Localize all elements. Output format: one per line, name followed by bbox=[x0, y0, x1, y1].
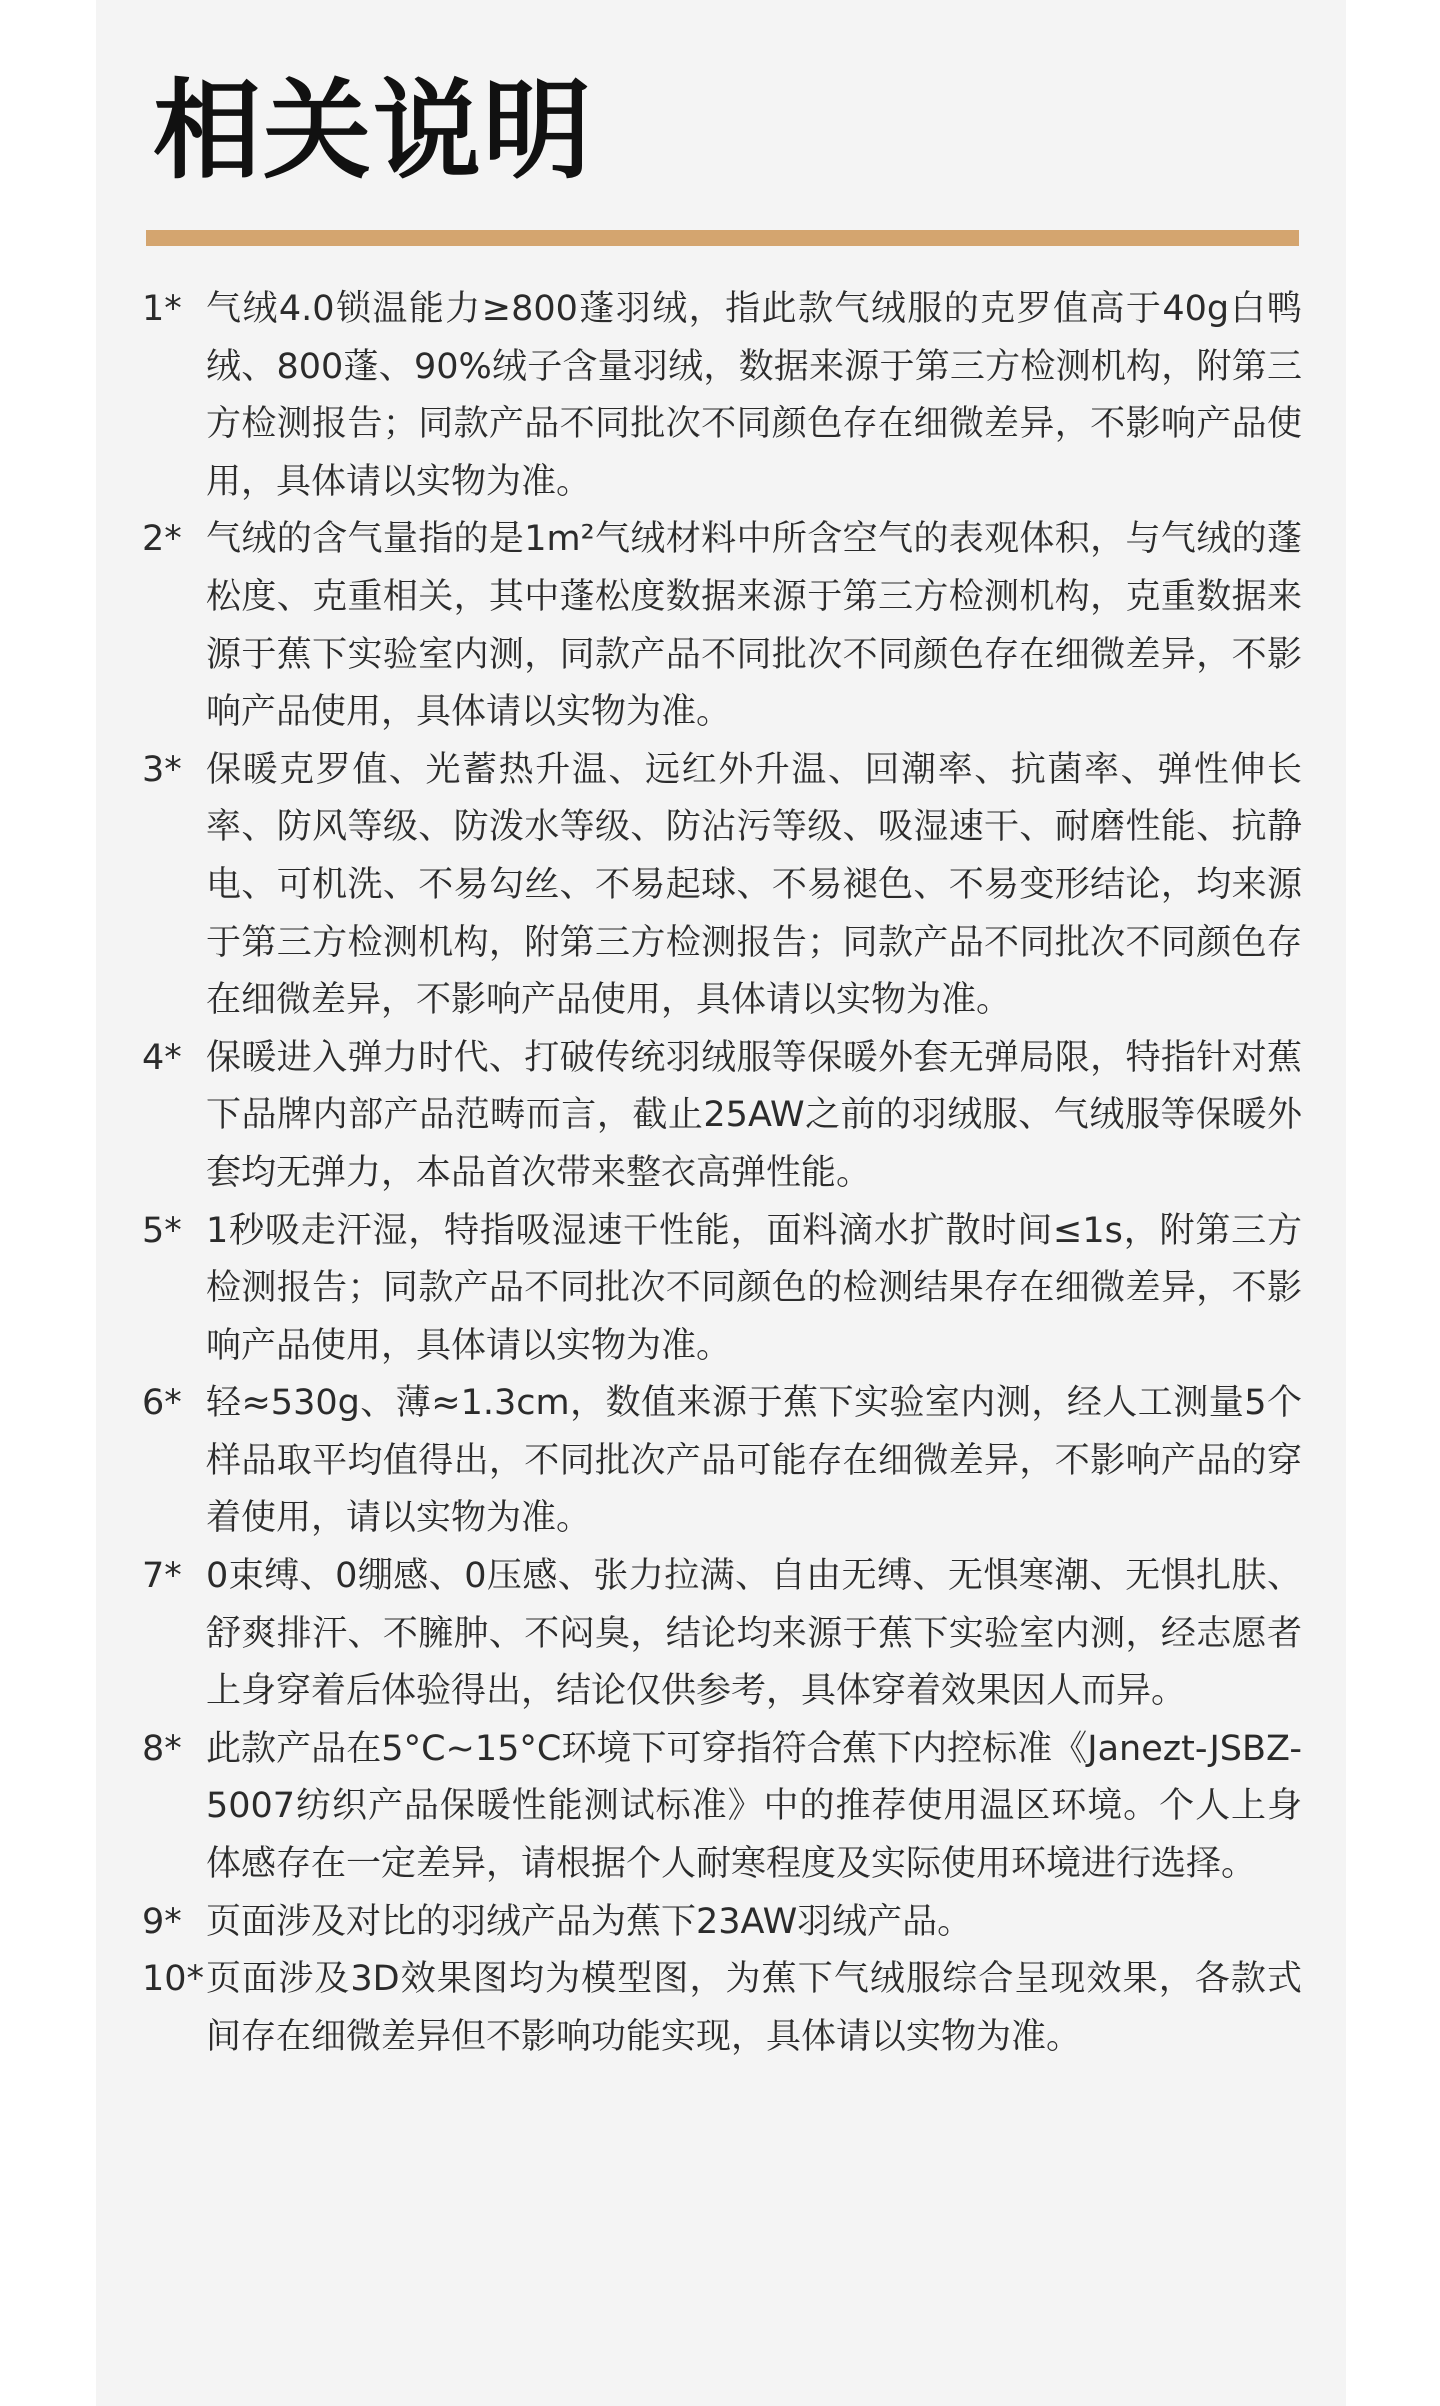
note-text: 0束缚、0绷感、0压感、张力拉满、自由无缚、无惧寒潮、无惧扎肤、舒爽排汗、不臃肿、不闷臭，结论均来源于蕉下实验室内测，经志愿者上身穿着后体验得出，结论仅供参考，具体穿着效果因人而异。 bbox=[206, 1556, 1302, 1712]
note-item bbox=[142, 281, 1302, 511]
note-number: 3* bbox=[142, 749, 182, 790]
note-number: 10* bbox=[142, 1959, 205, 2000]
note-text: 气绒4.0锁温能力≥800蓬羽绒，指此款气绒服的克罗值高于40g白鸭绒、800蓬、90%绒子含量羽绒，数据来源于第三方检测机构，附第三方检测报告；同款产品不同批次不同颜色存在细微差异，不影响产品使用，具体请以实物为准。 bbox=[206, 289, 1302, 502]
note-item bbox=[142, 1375, 1302, 1548]
note-text: 保暖克罗值、光蓄热升温、远红外升温、回潮率、抗菌率、弹性伸长率、防风等级、防泼水等级、防沾污等级、吸湿速干、耐磨性能、抗静电、可机洗、不易勾丝、不易起球、不易褪色、不易变形结论，均来源于第三方检测机构，附第三方检测报告；同款产品不同批次不同颜色存在细微差异，不影响产品使用，具体请以实物为准。 bbox=[206, 749, 1302, 1021]
page-title: 相关说明 bbox=[153, 69, 594, 194]
note-number: 8* bbox=[142, 1728, 182, 1769]
accent-divider bbox=[146, 230, 1299, 246]
note-item bbox=[142, 1721, 1302, 1894]
note-item bbox=[142, 742, 1302, 1030]
note-item bbox=[142, 1030, 1302, 1203]
notes-list bbox=[142, 281, 1302, 2066]
note-number: 2* bbox=[142, 519, 182, 560]
note-text: 页面涉及3D效果图均为模型图，为蕉下气绒服综合呈现效果，各款式间存在细微差异但不影响功能实现，具体请以实物为准。 bbox=[206, 1959, 1302, 2057]
note-text: 页面涉及对比的羽绒产品为蕉下23AW羽绒产品。 bbox=[206, 1901, 973, 1942]
note-number: 4* bbox=[142, 1037, 182, 1078]
note-item bbox=[142, 511, 1302, 741]
note-item bbox=[142, 1203, 1302, 1376]
note-item bbox=[142, 1894, 1302, 1952]
note-text: 保暖进入弹力时代、打破传统羽绒服等保暖外套无弹局限，特指针对蕉下品牌内部产品范畴而言，截止25AW之前的羽绒服、气绒服等保暖外套均无弹力，本品首次带来整衣高弹性能。 bbox=[206, 1037, 1302, 1193]
note-text: 此款产品在5°C~15°C环境下可穿指符合蕉下内控标准《Janezt-JSBZ-5007纺织产品保暖性能测试标准》中的推荐使用温区环境。个人上身体感存在一定差异，请根据个人耐寒程度及实际使用环境进行选择。 bbox=[206, 1728, 1302, 1885]
disclaimer-panel bbox=[96, 0, 1346, 2406]
note-item bbox=[142, 1548, 1302, 1721]
note-text: 1秒吸走汗湿，特指吸湿速干性能，面料滴水扩散时间≤1s，附第三方检测报告；同款产品不同批次不同颜色的检测结果存在细微差异，不影响产品使用，具体请以实物为准。 bbox=[206, 1210, 1302, 1366]
note-text: 轻≈530g、薄≈1.3cm，数值来源于蕉下实验室内测，经人工测量5个样品取平均值得出，不同批次产品可能存在细微差异，不影响产品的穿着使用，请以实物为准。 bbox=[206, 1383, 1302, 1539]
note-item bbox=[142, 1951, 1302, 2066]
note-number: 6* bbox=[142, 1383, 182, 1424]
note-number: 5* bbox=[142, 1210, 182, 1251]
note-number: 9* bbox=[142, 1901, 182, 1942]
note-number: 1* bbox=[142, 289, 182, 329]
note-number: 7* bbox=[142, 1556, 182, 1597]
note-text: 气绒的含气量指的是1m²气绒材料中所含空气的表观体积，与气绒的蓬松度、克重相关，其中蓬松度数据来源于第三方检测机构，克重数据来源于蕉下实验室内测，同款产品不同批次不同颜色存在细微差异，不影响产品使用，具体请以实物为准。 bbox=[206, 519, 1302, 733]
